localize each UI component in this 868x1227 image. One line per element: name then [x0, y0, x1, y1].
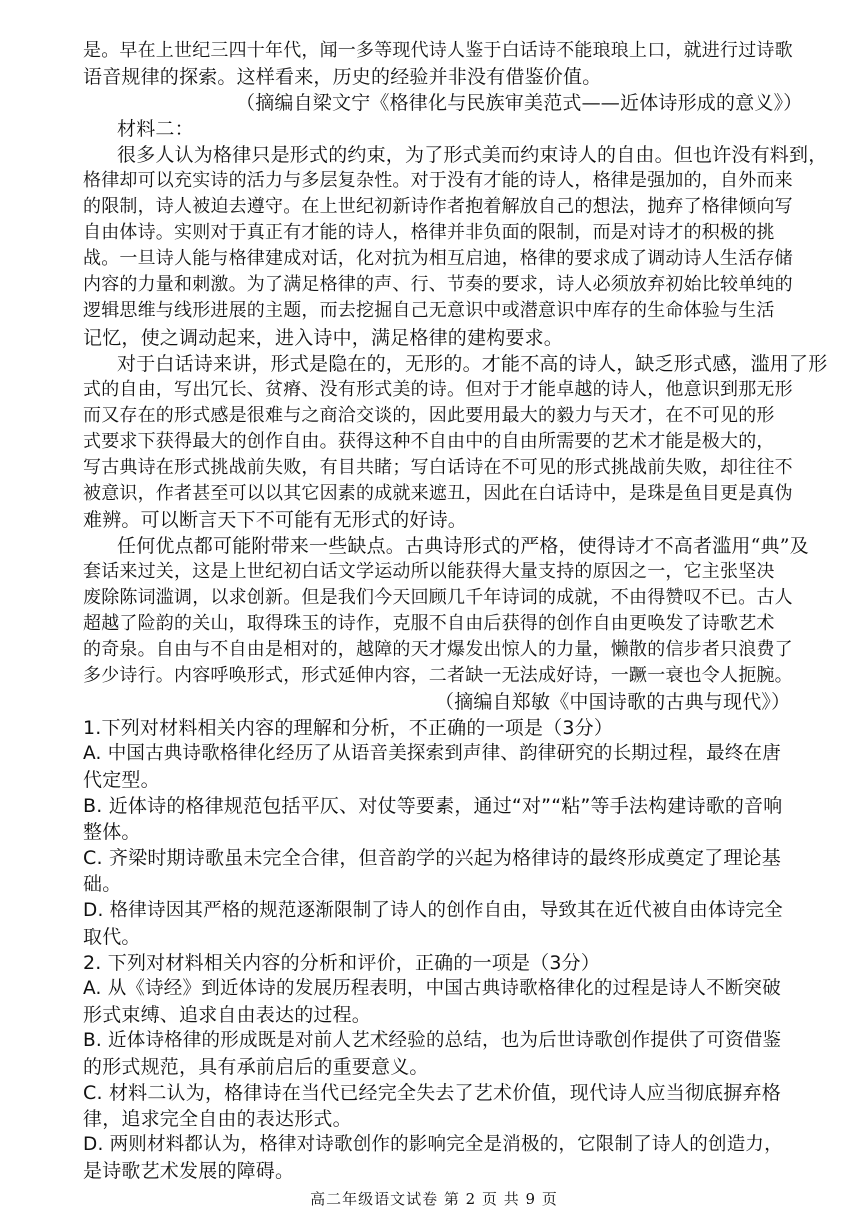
question-2-option-a-cont: 形式束缚、追求自由表达的过程。: [83, 1003, 372, 1026]
source-citation: （摘编自梁文宁《格律化与民族审美范式——近体诗形成的意义》）: [236, 92, 803, 115]
question-1-stem: 1.下列对材料相关内容的理解和分析，不正确的一项是（3分）: [83, 717, 614, 740]
text-line: 的奇泉。自由与不自由是相对的，越障的天才爆发出惊人的力量，懒散的信步者只浪费了: [83, 639, 793, 661]
text-line: 是。早在上世纪三四十年代，闻一多等现代诗人鉴于白话诗不能琅琅上口，就进行过诗歌: [83, 40, 793, 61]
section-heading: 材料二：: [117, 118, 194, 141]
text-line: 逻辑思维与线形进展的主题，而去挖掘自己无意识中或潜意识中库存的生命体验与生活: [83, 300, 775, 322]
question-2-option-d-cont: 是诗歌艺术发展的障碍。: [83, 1160, 295, 1182]
text-line: 而又存在的形式感是很难与之商洽交谈的，因此要用最大的毅力与天才，在不可见的形: [83, 404, 775, 426]
text-line: 写古典诗在形式挑战前失败，有目共睹；写白话诗在不可见的形式挑战前失败，却往往不: [83, 456, 793, 478]
text-line: 任何优点都可能附带来一些缺点。古典诗形式的严格，使得诗才不高者滥用“典”及: [117, 534, 809, 557]
text-line: 自由体诗。实则对于真正有才能的诗人，格律并非负面的限制，而是对诗才的积极的挑: [83, 222, 775, 244]
text-line: 废除陈词滥调，以求创新。但是我们今天回顾几千年诗词的成就，不由得赞叹不已。古人: [83, 586, 793, 608]
text-line: 记忆，使之调动起来，进入诗中，满足格律的建构要求。: [83, 326, 564, 349]
question-2-option-b: B. 近体诗格律的形成既是对前人艺术经验的总结，也为后世诗歌创作提供了可资借鉴: [83, 1029, 782, 1051]
question-1-option-d: D. 格律诗因其严格的规范逐渐限制了诗人的创作自由，导致其在近代被自由体诗完全: [83, 899, 783, 921]
text-line: 对于白话诗来讲，形式是隐在的，无形的。才能不高的诗人，缺乏形式感，滥用了形: [117, 352, 828, 375]
page-footer: 高二年级语文试卷 第 2 页 共 9 页: [310, 1190, 558, 1208]
text-line: 战。一旦诗人能与格律建成对话，化对抗为相互启迪，格律的要求成了调动诗人生活存储: [83, 248, 793, 270]
question-1-option-d-cont: 取代。: [83, 925, 141, 948]
question-1-option-a: A. 中国古典诗歌格律化经历了从语音美探索到声律、韵律研究的长期过程，最终在唐: [83, 743, 781, 765]
question-2-option-b-cont: 的形式规范，具有承前启后的重要意义。: [83, 1055, 429, 1078]
question-1-option-a-cont: 代定型。: [83, 769, 160, 792]
question-1-option-c-cont: 础。: [83, 873, 122, 896]
text-line: 被意识，作者甚至可以以其它因素的成就来遮丑，因此在白话诗中，是珠是鱼目更是真伪: [83, 482, 793, 504]
question-2-stem: 2. 下列对材料相关内容的分析和评价，正确的一项是（3分）: [83, 951, 601, 974]
question-2-option-d: D. 两则材料都认为，格律对诗歌创作的影响完全是消极的，它限制了诗人的创造力，: [83, 1133, 783, 1155]
question-1-option-c: C. 齐梁时期诗歌虽未完全合律，但音韵学的兴起为格律诗的最终形成奠定了理论基: [83, 847, 781, 870]
text-line: 套话来过关，这是上世纪初白话文学运动所以能获得大量支持的原因之一，它主张坚决: [83, 560, 775, 582]
question-2-option-c-cont: 律，追求完全自由的表达形式。: [83, 1107, 352, 1130]
question-2-option-c: C. 材料二认为，格律诗在当代已经完全失去了艺术价值，现代诗人应当彻底摒弃格: [83, 1081, 781, 1104]
text-line: 多少诗行。内容呼唤形式，形式延伸内容，二者缺一无法成好诗，一蹶一衰也令人扼腕。: [83, 665, 793, 687]
text-line: 的限制，诗人被迫去遵守。在上世纪初新诗作者抱着解放自己的想法，抛弃了格律倾向写: [83, 196, 793, 218]
question-2-option-a: A. 从《诗经》到近体诗的发展历程表明，中国古典诗歌格律化的过程是诗人不断突破: [83, 977, 781, 999]
text-line: 超越了险韵的关山，取得珠玉的诗作，克服不自由后获得的创作自由更唤发了诗歌艺术: [83, 613, 775, 635]
text-line: 语音规律的探索。这样看来，历史的经验并非没有借鉴价值。: [83, 66, 602, 89]
text-line: 格律却可以充实诗的活力与多层复杂性。对于没有才能的诗人，格律是强加的，自外而来: [83, 170, 793, 192]
text-line: 很多人认为格律只是形式的约束，为了形式美而约束诗人的自由。但也许没有料到，: [117, 144, 828, 167]
text-line: 式要求下获得最大的创作自由。获得这种不自由中的自由所需要的艺术才能是极大的，: [83, 430, 775, 452]
text-line: 式的自由，写出冗长、贫瘠、没有形式美的诗。但对于才能卓越的诗人，他意识到那无形: [83, 378, 793, 400]
question-1-option-b-cont: 整体。: [83, 821, 141, 844]
text-line: 难辨。可以断言天下不可能有无形式的好诗。: [83, 508, 468, 531]
question-1-option-b: B. 近体诗的格律规范包括平仄、对仗等要素，通过“对”“粘”等手法构建诗歌的音响: [83, 795, 783, 818]
text-line: 内容的力量和刺激。为了满足格律的声、行、节奏的要求，诗人必须放弃初始比较单纯的: [83, 274, 793, 296]
source-citation: （摘编自郑敏《中国诗歌的古典与现代》）: [435, 691, 791, 714]
